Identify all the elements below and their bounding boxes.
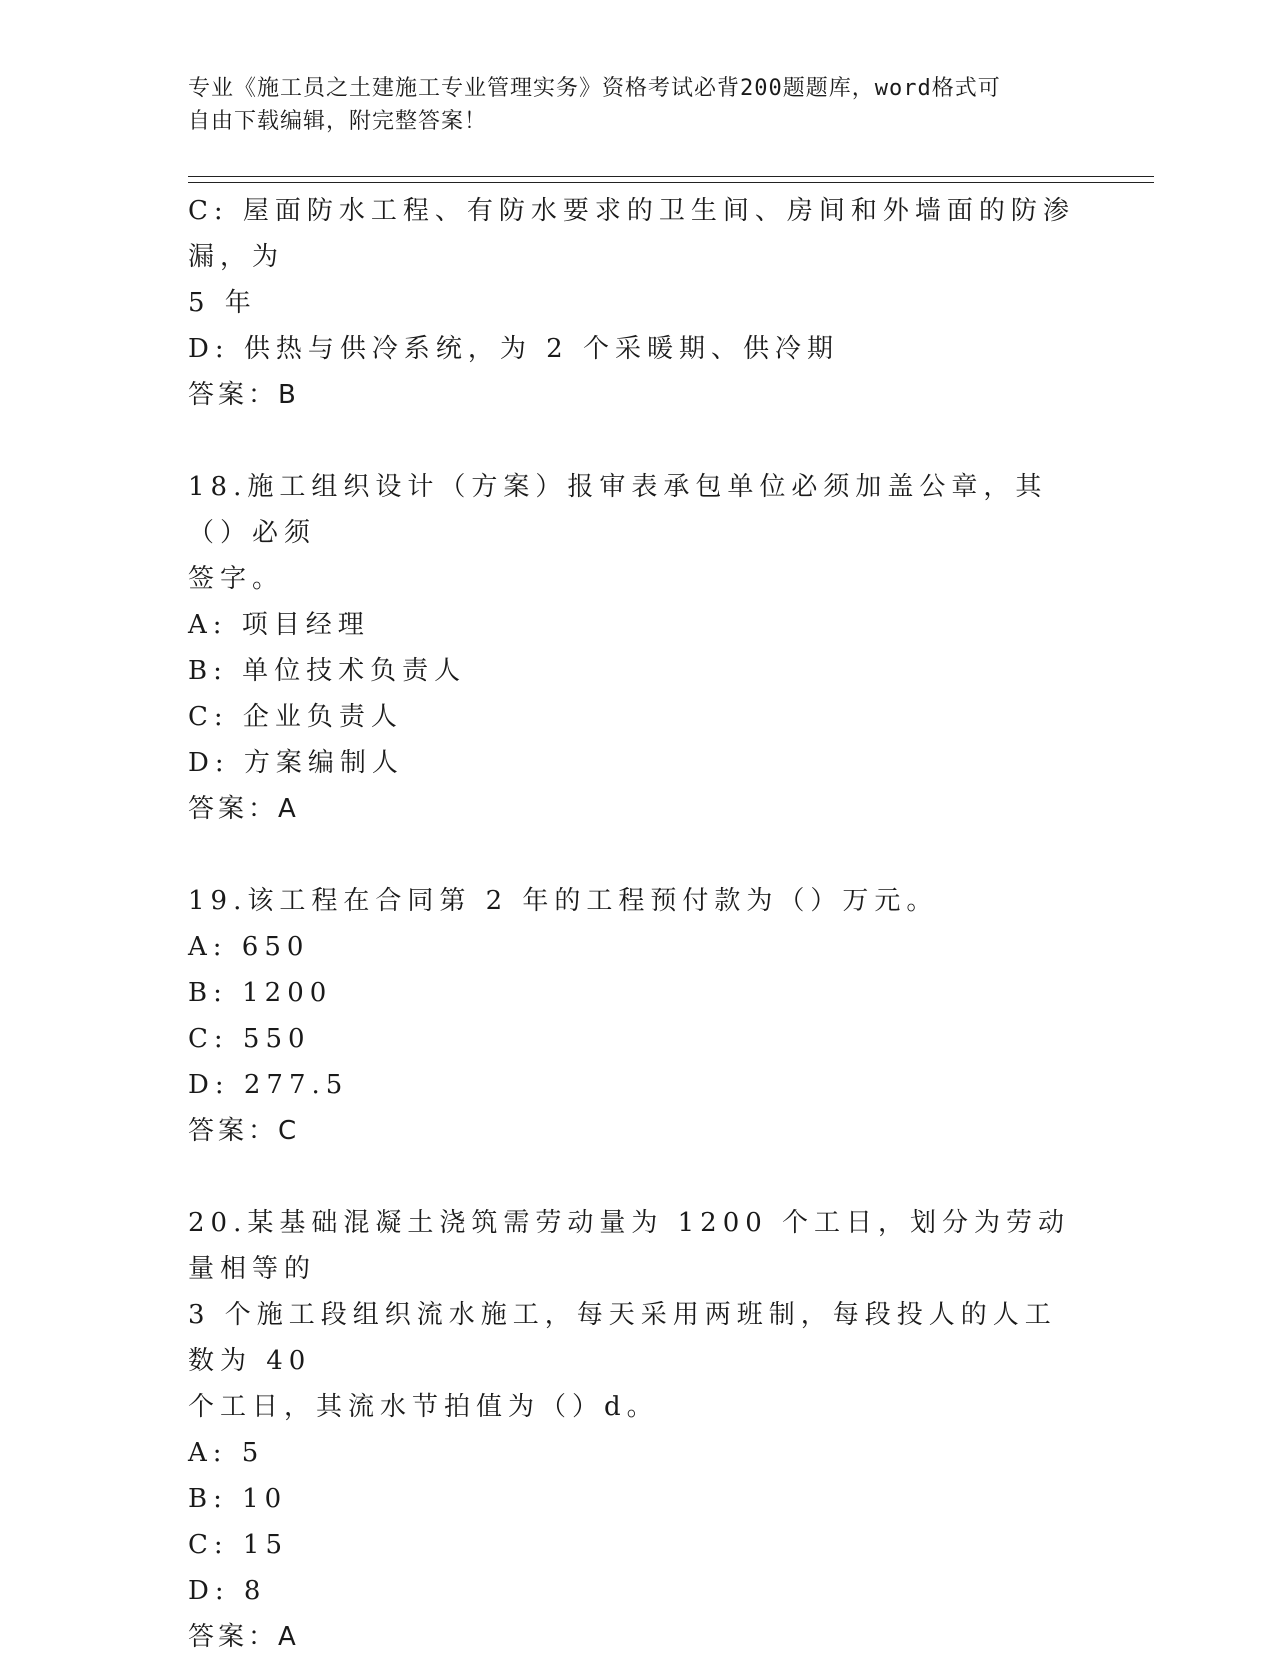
spacer	[188, 832, 1078, 878]
header-line-1: 专业《施工员之土建施工专业管理实务》资格考试必背200题题库，word格式可	[188, 76, 1001, 101]
question-stem: 20.某基础混凝土浇筑需劳动量为 1200 个工日，划分为劳动量相等的	[188, 1208, 1071, 1284]
option-d: D: 供热与供冷系统，为 2 个采暖期、供冷期	[188, 334, 839, 364]
question-20	[188, 1200, 1078, 1660]
option-d: D: 277.5	[188, 1070, 349, 1100]
question-18	[188, 464, 1078, 832]
option-c: C: 企业负责人	[188, 702, 403, 732]
header-line-2: 自由下载编辑，附完整答案！	[188, 109, 488, 134]
option-a: A: 650	[188, 932, 310, 962]
answer-label: 答案：A	[188, 1622, 300, 1652]
header-divider-top	[188, 176, 1154, 177]
option-a: A: 项目经理	[188, 610, 370, 640]
option-d: D: 8	[188, 1576, 267, 1606]
spacer	[188, 1154, 1078, 1200]
answer-label: 答案：A	[188, 794, 300, 824]
answer-label: 答案：C	[188, 1116, 301, 1146]
answer-label: 答案：B	[188, 380, 300, 410]
question-stem-continued: 签字。	[188, 564, 285, 594]
option-a: A: 5	[188, 1438, 265, 1468]
question-list	[188, 188, 1078, 1660]
option-c-continued: 5 年	[188, 288, 257, 318]
option-c: C: 屋面防水工程、有防水要求的卫生间、房间和外墙面的防渗漏，为	[188, 196, 1075, 272]
question-stem-continued: 个工日，其流水节拍值为（）d。	[188, 1392, 659, 1422]
document-header	[188, 72, 1068, 138]
question-stem-continued: 3 个施工段组织流水施工，每天采用两班制，每段投人的人工数为 40	[188, 1300, 1057, 1376]
option-b: B: 10	[188, 1484, 288, 1514]
question-stem: 18.施工组织设计（方案）报审表承包单位必须加盖公章，其（）必须	[188, 472, 1048, 548]
spacer	[188, 418, 1078, 464]
header-divider-bottom	[188, 182, 1154, 183]
question-stem: 19.该工程在合同第 2 年的工程预付款为（）万元。	[188, 886, 939, 916]
question-17-tail	[188, 188, 1078, 418]
option-b: B: 单位技术负责人	[188, 656, 467, 686]
option-c: C: 15	[188, 1530, 289, 1560]
option-b: B: 1200	[188, 978, 333, 1008]
option-d: D: 方案编制人	[188, 748, 404, 778]
question-19	[188, 878, 1078, 1154]
option-c: C: 550	[188, 1024, 311, 1054]
